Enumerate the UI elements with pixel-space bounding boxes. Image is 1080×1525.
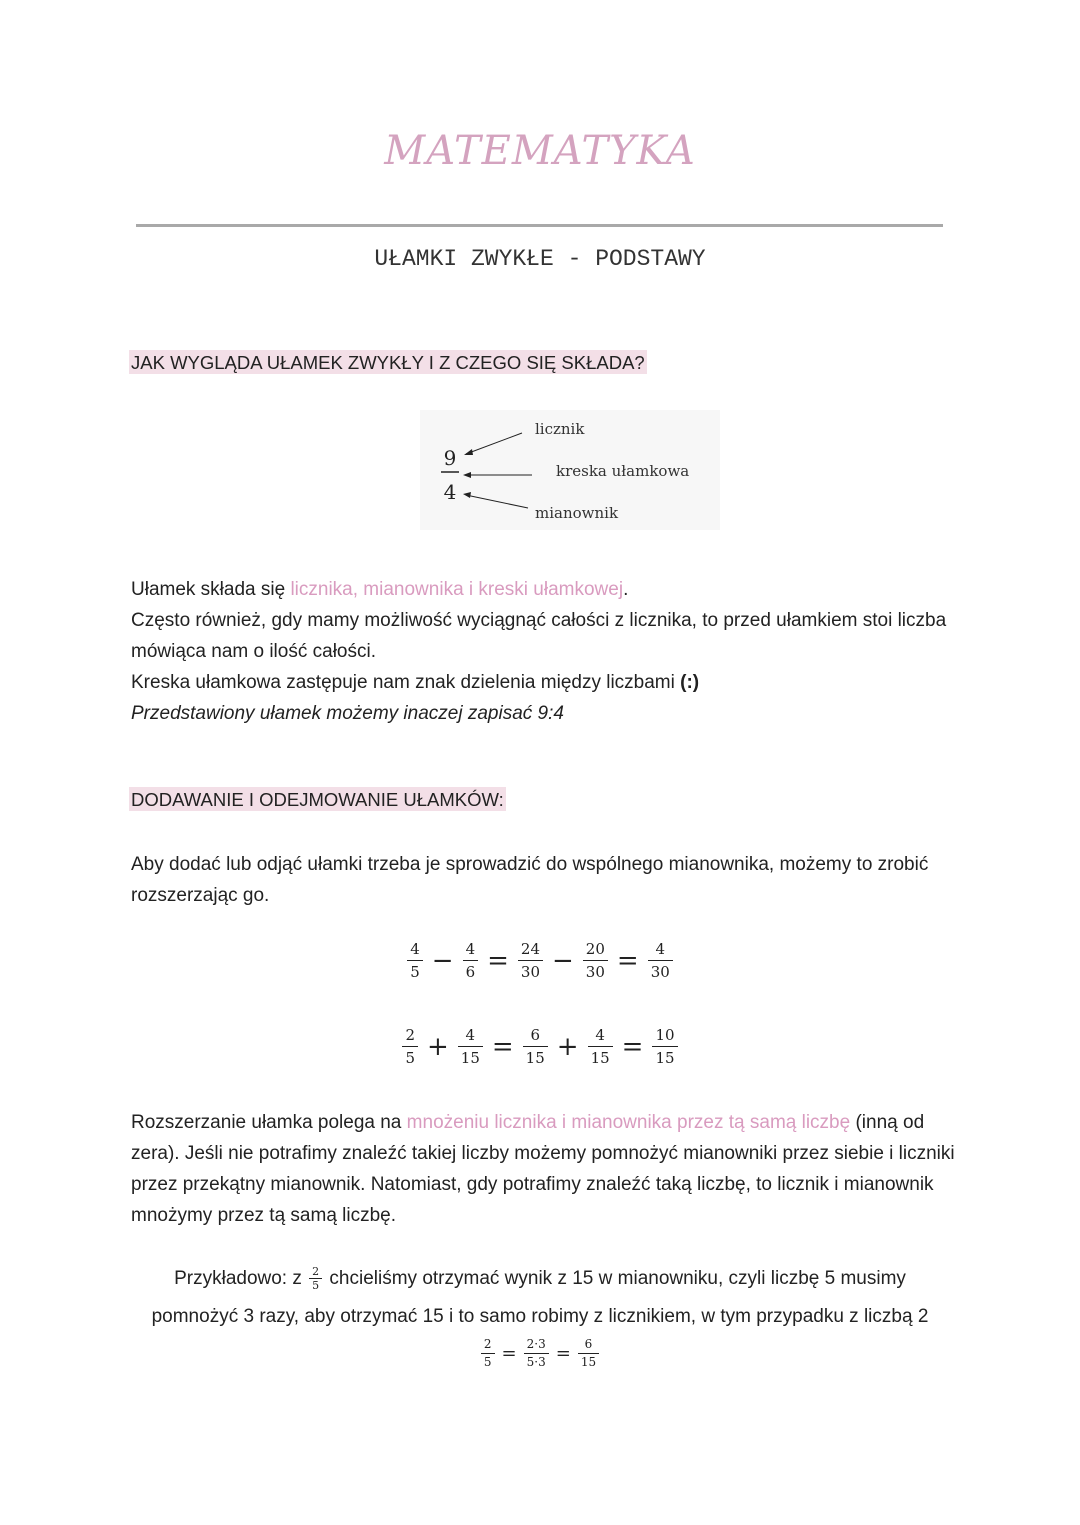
numerator: 4 <box>648 938 673 961</box>
example-line-1 <box>0 1260 1080 1298</box>
section-heading-addition <box>129 789 506 811</box>
paragraph-division-sign <box>131 667 961 698</box>
fraction <box>583 938 608 983</box>
denominator: 15 <box>655 1049 675 1067</box>
minus-operator: − <box>431 945 454 976</box>
expansion-explanation <box>131 1107 961 1231</box>
equals-operator: = <box>501 1343 517 1364</box>
paragraph-composition <box>131 574 961 605</box>
fraction <box>407 938 423 983</box>
inline-fraction <box>309 1265 322 1292</box>
label-kreska: kreska ułamkowa <box>556 462 690 480</box>
fraction <box>523 1024 548 1069</box>
paragraph-whole-numbers: Często również, gdy mamy możliwość wyciągnąć całości z licznika, to przed ułamkiem stoi liczba mówiąca nam o ilość całości. <box>131 610 947 662</box>
fraction <box>588 1024 613 1069</box>
numerator: 2·3 <box>524 1336 549 1354</box>
fraction <box>524 1336 549 1371</box>
numerator: 6 <box>578 1336 599 1354</box>
diagram-numerator: 9 <box>443 446 457 470</box>
numerator: 2 <box>402 1024 418 1047</box>
numerator: 2 <box>309 1265 322 1279</box>
denominator: 15 <box>580 1355 597 1369</box>
fraction <box>578 1336 599 1371</box>
text: (inną od zera). Jeśli nie potrafimy znaleźć takiej liczby możemy pomnożyć mianowniki przez siebie i liczniki przez przekątny mianownik. Natomiast, gdy potrafimy znaleźć taką liczbę, to licznik i mianownik mnożymy przez tą samą liczbę. <box>131 1112 955 1226</box>
plus-operator: + <box>556 1031 579 1062</box>
denominator: 30 <box>585 963 605 981</box>
section-heading-text: JAK WYGLĄDA UŁAMEK ZWYKŁY I Z CZEGO SIĘ SKŁADA? <box>131 352 645 373</box>
numerator: 6 <box>523 1024 548 1047</box>
denominator: 5 <box>405 1049 415 1067</box>
highlight-text: licznika, mianownika i kreski ułamkowej <box>290 579 624 600</box>
numerator: 4 <box>458 1024 483 1047</box>
equation-subtraction <box>0 938 1080 983</box>
numerator: 2 <box>481 1336 495 1354</box>
minus-operator: − <box>552 945 574 976</box>
addition-intro: Aby dodać lub odjąć ułamki trzeba je sprowadzić do wspólnego mianownika, możemy to zrobić rozszerzając go. <box>131 854 929 906</box>
fraction <box>463 938 479 983</box>
diagram-denominator: 4 <box>443 480 457 504</box>
denominator: 6 <box>465 963 476 981</box>
fraction-description <box>131 574 961 729</box>
title-divider <box>136 224 943 227</box>
equation-addition <box>0 1024 1080 1069</box>
equation-expansion-example <box>0 1336 1080 1371</box>
equals-operator: = <box>491 1031 514 1062</box>
plus-operator: + <box>426 1031 449 1062</box>
equals-operator: = <box>555 1343 571 1364</box>
example-line-2: pomnożyć 3 razy, aby otrzymać 15 i to samo robimy z licznikiem, w tym przypadku z liczbą 2 <box>151 1306 929 1327</box>
label-licznik: licznik <box>535 420 585 438</box>
section-heading-text: DODAWANIE I ODEJMOWANIE UŁAMKÓW: <box>131 789 504 810</box>
equals-operator: = <box>616 945 639 976</box>
numerator: 4 <box>588 1024 613 1047</box>
fraction-anatomy-diagram <box>420 410 720 530</box>
denominator: 5 <box>312 1279 320 1293</box>
numerator: 10 <box>652 1024 677 1047</box>
fraction <box>481 1336 495 1371</box>
section-heading-fraction-parts <box>129 352 647 374</box>
fraction <box>458 1024 483 1069</box>
denominator: 15 <box>525 1049 545 1067</box>
denominator: 15 <box>460 1049 480 1067</box>
equals-operator: = <box>487 945 509 976</box>
text: Kreska ułamkowa zastępuje nam znak dzielenia między liczbami <box>131 672 681 693</box>
text: Rozszerzanie ułamka polega na <box>131 1112 407 1133</box>
denominator: 5·3 <box>526 1355 546 1369</box>
denominator: 5 <box>410 963 420 981</box>
denominator: 30 <box>650 963 670 981</box>
page-subtitle: UŁAMKI ZWYKŁE - PODSTAWY <box>374 246 706 272</box>
text: Przykładowo: z <box>174 1268 308 1289</box>
page-title: MATEMATYKA <box>384 128 696 174</box>
numerator: 4 <box>463 938 479 961</box>
text: . <box>623 579 629 600</box>
numerator: 24 <box>518 938 543 961</box>
fraction <box>652 1024 677 1069</box>
highlight-text: mnożeniu licznika i mianownika przez tą samą liczbę <box>406 1112 851 1133</box>
equals-operator: = <box>621 1031 644 1062</box>
text: chcieliśmy otrzymać wynik z 15 w mianowniku, czyli liczbę 5 musimy <box>324 1268 906 1289</box>
denominator: 30 <box>520 963 540 981</box>
fraction <box>648 938 673 983</box>
numerator: 20 <box>583 938 608 961</box>
label-mianownik: mianownik <box>535 504 619 522</box>
example-paragraph <box>0 1260 1080 1336</box>
paragraph-alternative-notation: Przedstawiony ułamek możemy inaczej zapisać 9:4 <box>131 703 564 724</box>
fraction <box>518 938 543 983</box>
fraction <box>402 1024 418 1069</box>
numerator: 4 <box>407 938 423 961</box>
text: Ułamek składa się <box>131 579 291 600</box>
bold-text: (:) <box>680 672 700 693</box>
denominator: 5 <box>483 1355 492 1369</box>
denominator: 15 <box>590 1049 610 1067</box>
